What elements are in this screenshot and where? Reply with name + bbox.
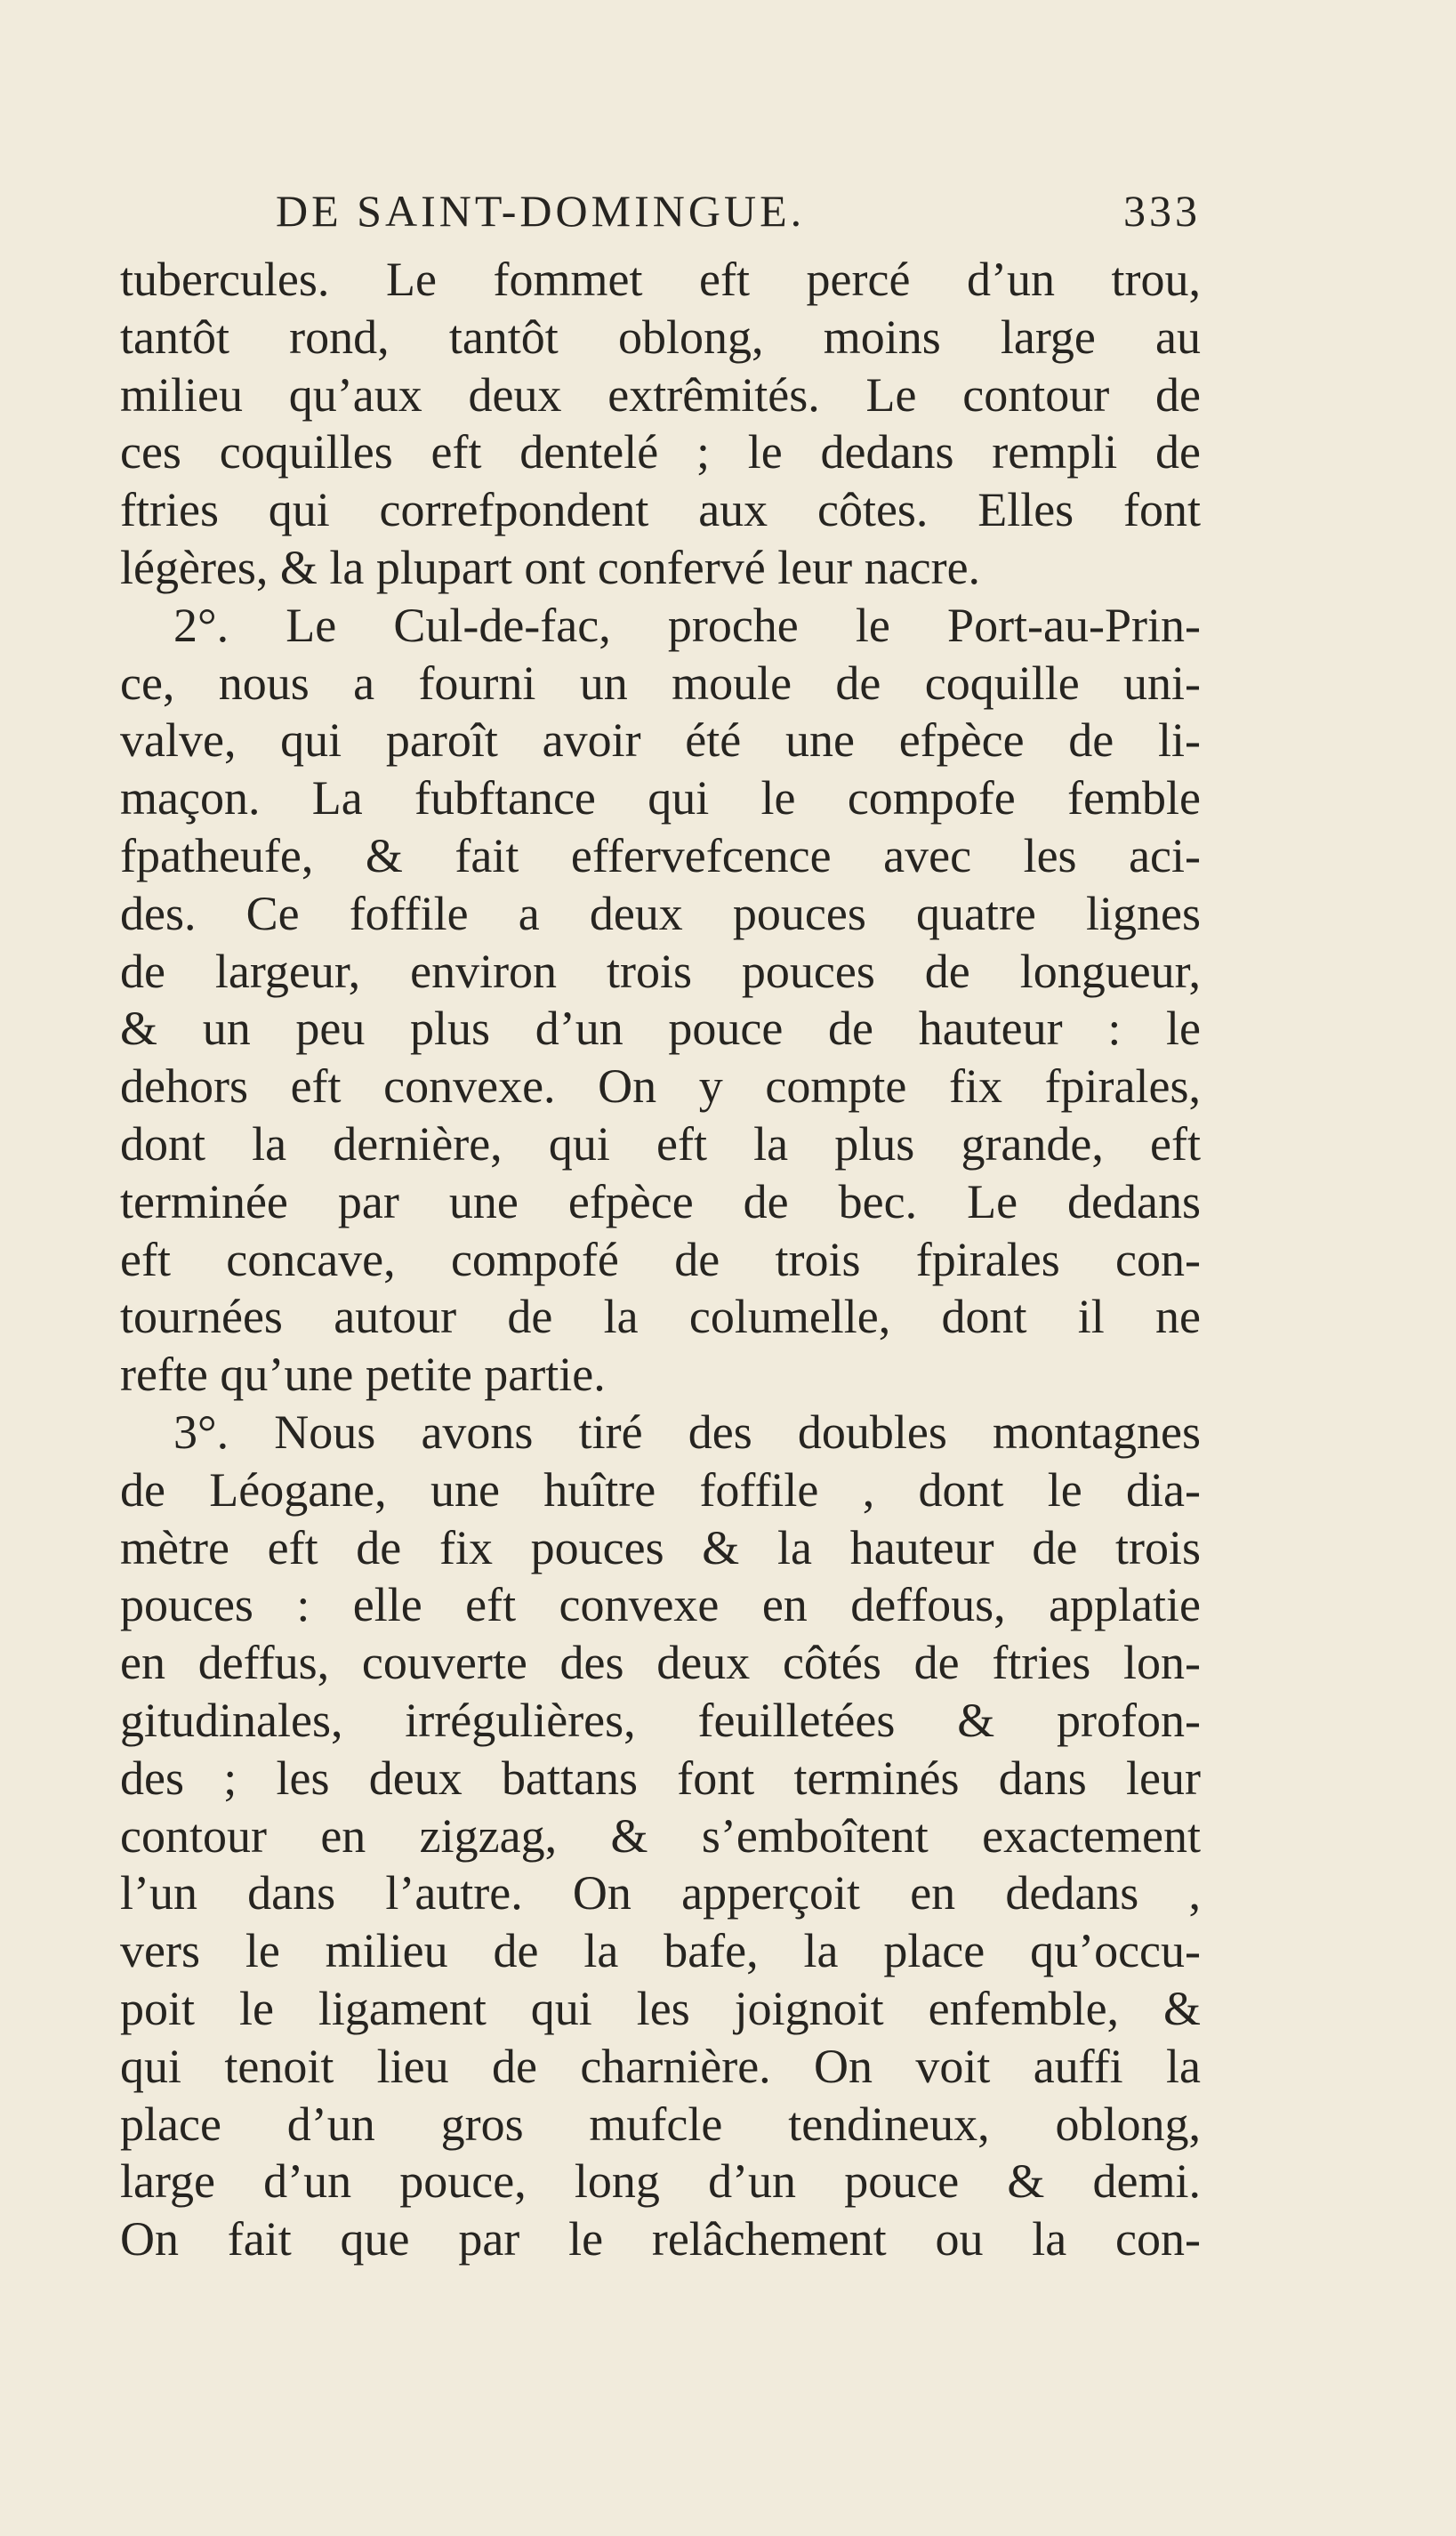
text-line: ces coquilles eft dentelé ; le dedans rempli de <box>120 425 1201 479</box>
text-line: milieu qu’aux deux extrêmités. Le contour de <box>120 367 1201 422</box>
text-line: vers le milieu de la bafe, la place qu’occu- <box>120 1924 1201 1978</box>
text-line: qui tenoit lieu de charnière. On voit auffi la <box>120 2039 1201 2093</box>
text-line: en deffus, couverte des deux côtés de ftries lon- <box>120 1636 1201 1690</box>
text-line: On fait que par le relâchement ou la con- <box>120 2212 1201 2266</box>
text-line: tantôt rond, tantôt oblong, moins large au <box>120 310 1201 364</box>
body-text <box>120 251 1201 2268</box>
text-line: l’un dans l’autre. On apperçoit en dedans , <box>120 1866 1201 1920</box>
text-line: valve, qui paroît avoir été une efpèce de li- <box>120 713 1201 768</box>
text-line: ftries qui correfpondent aux côtes. Elles font <box>120 483 1201 537</box>
text-line: poit le ligament qui les joignoit enfemble, & <box>120 1981 1201 2035</box>
text-line: place d’un gros mufcle tendineux, oblong, <box>120 2097 1201 2151</box>
text-line: large d’un pouce, long d’un pouce & demi. <box>120 2154 1201 2209</box>
text-line: maçon. La fubftance qui le compofe femble <box>120 771 1201 825</box>
text-line: 2°. Le Cul-de-fac, proche le Port-au-Prin- <box>173 598 1201 652</box>
text-line: tournées autour de la columelle, dont il ne <box>120 1290 1201 1344</box>
text-line: mètre eft de fix pouces & la hauteur de trois <box>120 1520 1201 1574</box>
text-line: de Léogane, une huître foffile , dont le dia- <box>120 1462 1201 1517</box>
text-line: fpatheufe, & fait effervefcence avec les aci- <box>120 828 1201 882</box>
text-line: des. Ce foffile a deux pouces quatre lignes <box>120 886 1201 940</box>
running-head: DE SAINT-DOMINGUE. <box>276 186 806 236</box>
text-line: 3°. Nous avons tiré des doubles montagnes <box>173 1405 1201 1459</box>
text-line: légères, & la plupart ont confervé leur nacre. <box>120 540 981 594</box>
text-line: terminée par une efpèce de bec. Le dedans <box>120 1174 1201 1228</box>
text-line: dont la dernière, qui eft la plus grande, eft <box>120 1116 1201 1171</box>
text-line: & un peu plus d’un pouce de hauteur : le <box>120 1002 1201 1056</box>
text-line: des ; les deux battans font terminés dans leur <box>120 1751 1201 1805</box>
text-line: eft concave, compofé de trois fpirales con- <box>120 1232 1201 1286</box>
page-number: 333 <box>1123 186 1201 236</box>
text-line: tubercules. Le fommet eft percé d’un trou, <box>120 253 1201 306</box>
text-line: gitudinales, irrégulières, feuilletées & profon- <box>120 1693 1201 1747</box>
text-line: pouces : elle eft convexe en deffous, applatie <box>120 1578 1201 1632</box>
page-header <box>276 185 1201 238</box>
text-line: refte qu’une petite partie. <box>120 1348 606 1402</box>
text-line: de largeur, environ trois pouces de longueur, <box>120 944 1201 998</box>
text-line: dehors eft convexe. On y compte fix fpirales, <box>120 1059 1201 1114</box>
text-line: contour en zigzag, & s’emboîtent exactement <box>120 1808 1201 1863</box>
text-line: ce, nous a fourni un moule de coquille uni- <box>120 656 1201 710</box>
